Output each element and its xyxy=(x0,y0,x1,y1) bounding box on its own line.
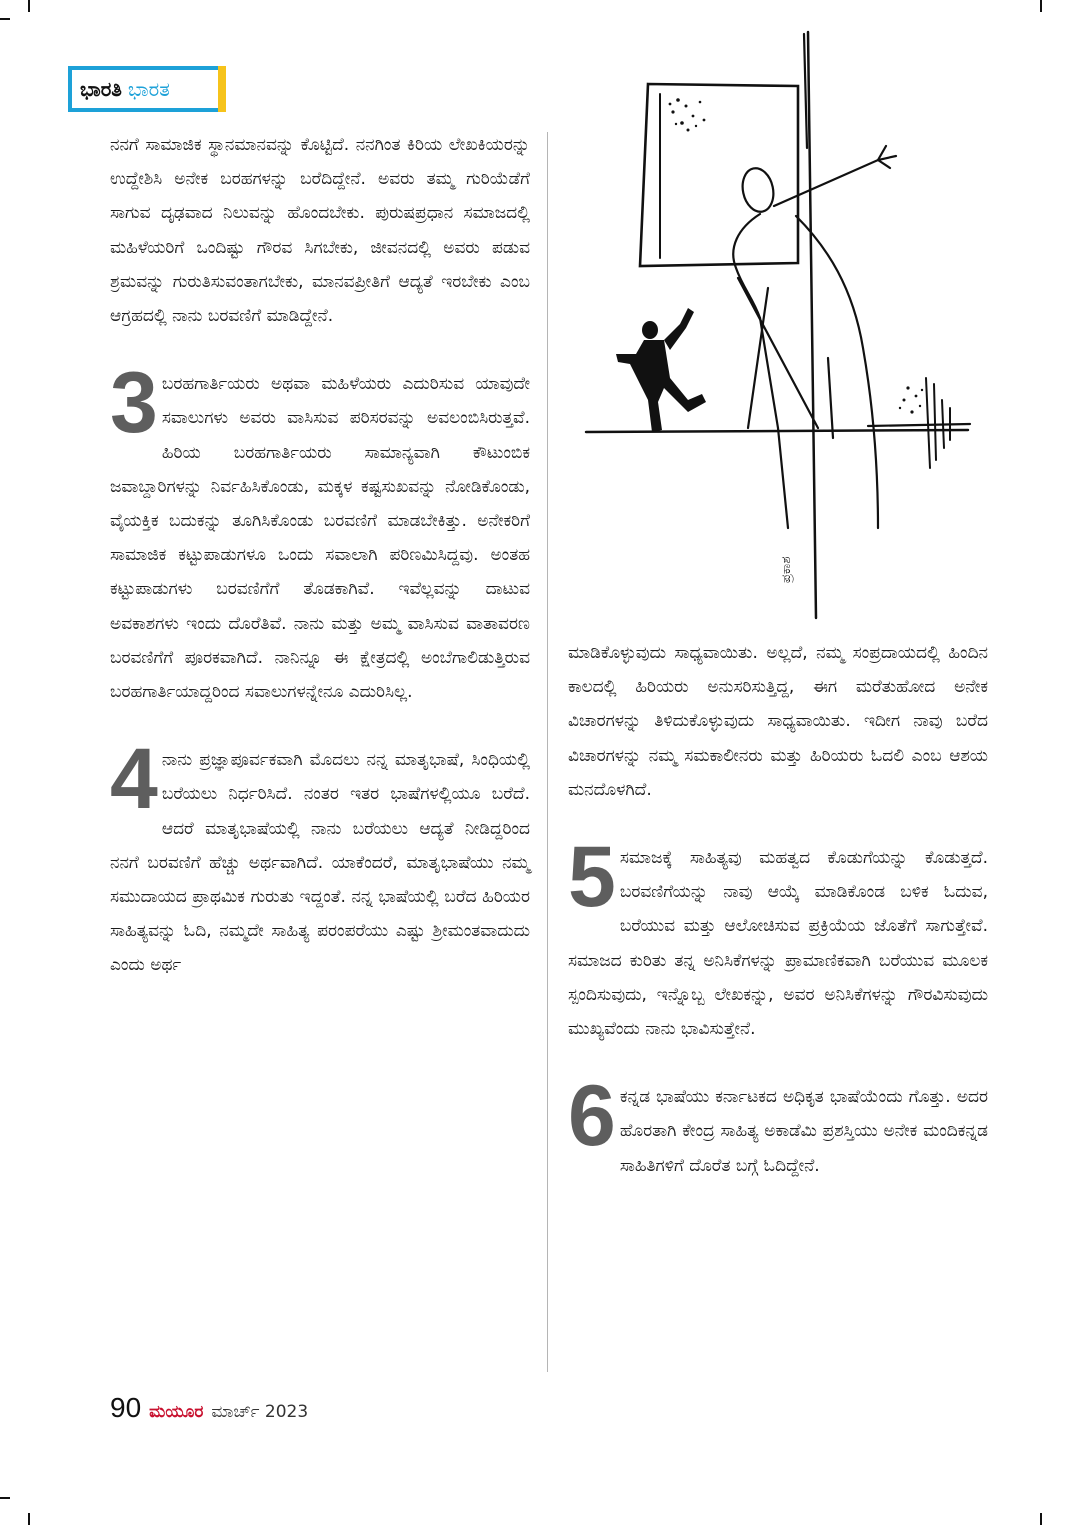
speckle-texture xyxy=(669,98,706,131)
speckle-texture-right xyxy=(899,386,923,413)
continued-paragraph: ಮಾಡಿಕೊಳ್ಳುವುದು ಸಾಧ್ಯವಾಯಿತು. ಅಲ್ಲದೆ, ನಮ್ಮ ಸಂಪ್ರದಾಯದಲ್ಲಿ ಹಿಂದಿನ ಕಾಲದಲ್ಲಿ ಹಿರಿಯರು ಅನುಸರಿಸುತ್ತಿದ್ದ, ಈಗ ಮರೆತುಹೋದ ಅನೇಕ ವಿಚಾರಗಳನ್ನು ತಿಳಿದುಕೊಳ್ಳುವುದು ಸಾಧ್ಯವಾಯಿತು. ಇದೀಗ ನಾವು ಬರೆದ ವಿಚಾರಗಳನ್ನು ನಮ್ಮ ಸಮಕಾಲೀನರು ಮತ್ತು ಹಿರಿಯರು ಓದಲಿ ಎಂಬ ಆಶಯ ಮನದೊಳಗಿದೆ. xyxy=(568,643,988,800)
answer-3-number: 3 xyxy=(110,355,156,452)
vertical-pole-line xyxy=(808,32,816,618)
right-column xyxy=(568,636,988,1183)
answer-3 xyxy=(110,355,530,709)
ground-line-2 xyxy=(868,424,970,426)
window-frame xyxy=(640,84,798,266)
answer-6-number: 6 xyxy=(568,1068,614,1165)
answer-5-number: 5 xyxy=(568,829,614,926)
answer-4-text: ನಾನು ಪ್ರಜ್ಞಾಪೂರ್ವಕವಾಗಿ ಮೊದಲು ನನ್ನ ಮಾತೃಭಾಷೆ, ಸಿಂಧಿಯಲ್ಲಿ ಬರೆಯಲು ನಿರ್ಧರಿಸಿದೆ. ನಂತರ ಇತರ ಭಾಷೆಗಳಲ್ಲಿಯೂ ಬರೆದೆ. ಆದರೆ ಮಾತೃಭಾಷೆಯಲ್ಲಿ ನಾನು ಬರೆಯಲು ಆದ್ಯತೆ ನೀಡಿದ್ದರಿಂದ ನನಗೆ ಬರವಣಿಗೆ ಹೆಚ್ಚು ಅರ್ಥವಾಗಿದೆ. ಯಾಕೆಂದರೆ, ಮಾತೃಭಾಷೆಯು ನಮ್ಮ ಸಮುದಾಯದ ಪ್ರಾಥಮಿಕ ಗುರುತು ಇದ್ದಂತೆ. ನನ್ನ ಭಾಷೆಯಲ್ಲಿ ಬರೆದ ಹಿರಿಯರ ಸಾಹಿತ್ಯವನ್ನು ಓದಿ, ನಮ್ಮದೇ ಸಾಹಿತ್ಯ ಪರಂಪರೆಯು ಎಷ್ಟು ಶ್ರೀಮಂತವಾದುದು ಎಂದು ಅರ್ಥ xyxy=(110,750,530,976)
answer-4-number: 4 xyxy=(110,731,156,828)
crop-mark xyxy=(0,1497,10,1499)
paragraph-gap xyxy=(568,807,988,841)
section-header xyxy=(68,66,226,112)
column-divider xyxy=(547,132,548,1372)
page-footer xyxy=(110,1392,308,1432)
paragraph-gap xyxy=(110,333,530,367)
line-drawing-illustration xyxy=(578,28,978,630)
artist-signature: ಪ್ರಕಾಶ xyxy=(779,556,794,583)
magazine-name: ಮಯೂರ xyxy=(149,1402,204,1422)
page-number: 90 xyxy=(110,1392,142,1423)
left-column xyxy=(110,128,530,983)
answer-5-text: ಸಮಾಜಕ್ಕೆ ಸಾಹಿತ್ಯವು ಮಹತ್ವದ ಕೊಡುಗೆಯನ್ನು ಕೊಡುತ್ತದೆ. ಬರವಣಿಗೆಯನ್ನು ನಾವು ಆಯ್ಕೆ ಮಾಡಿಕೊಂಡ ಬಳಿಕ ಓದುವ, ಬರೆಯುವ ಮತ್ತು ಆಲೋಚಿಸುವ ಪ್ರಕ್ರಿಯೆಯ ಜೊತೆಗೆ ಸಾಗುತ್ತೇವೆ. ಸಮಾಜದ ಕುರಿತು ತನ್ನ ಅನಿಸಿಕೆಗಳನ್ನು ಪ್ರಾಮಾಣಿಕವಾಗಿ ಬರೆಯುವ ಮೂಲಕ ಸ್ಪಂದಿಸುವುದು, ಇನ್ನೊಬ್ಬ ಲೇಖಕನ್ನು, ಅವರ ಅನಿಸಿಕೆಗಳನ್ನು ಗೌರವಿಸುವುದು ಮುಖ್ಯವೆಂದು ನಾನು ಭಾವಿಸುತ್ತೇನೆ. xyxy=(568,848,988,1040)
crop-mark xyxy=(0,18,10,20)
intro-paragraph: ನನಗೆ ಸಾಮಾಜಿಕ ಸ್ಥಾನಮಾನವನ್ನು ಕೊಟ್ಟಿದೆ. ನನಗಿಂತ ಕಿರಿಯ ಲೇಖಕಿಯರನ್ನು ಉದ್ದೇಶಿಸಿ ಅನೇಕ ಬರಹಗಳನ್ನು ಬರೆದಿದ್ದೇನೆ. ಅವರು ತಮ್ಮ ಗುರಿಯೆಡೆಗೆ ಸಾಗುವ ದೃಢವಾದ ನಿಲುವನ್ನು ಹೊಂದಬೇಕು. ಪುರುಷಪ್ರಧಾನ ಸಮಾಜದಲ್ಲಿ ಮಹಿಳೆಯರಿಗೆ ಒಂದಿಷ್ಟು ಗೌರವ ಸಿಗಬೇಕು, ಜೀವನದಲ್ಲಿ ಅವರು ಪಡುವ ಶ್ರಮವನ್ನು ಗುರುತಿಸುವಂತಾಗಬೇಕು, ಮಾನವಪ್ರೀತಿಗೆ ಆದ್ಯತೆ ಇರಬೇಕು ಎಂಬ ಆಗ್ರಹದಲ್ಲಿ ನಾನು ಬರವಣಿಗೆ ಮಾಡಿದ್ದೇನೆ. xyxy=(110,135,530,327)
crop-mark xyxy=(1040,1513,1042,1525)
crop-mark xyxy=(28,1513,30,1525)
crop-mark xyxy=(1040,0,1042,12)
paragraph-gap xyxy=(568,1046,988,1080)
ground-line xyxy=(586,430,968,432)
answer-4 xyxy=(110,731,530,982)
answer-6 xyxy=(568,1068,988,1183)
crop-mark xyxy=(28,0,30,12)
vertical-pole-line-2 xyxy=(804,34,807,148)
section-header-primary: ಭಾರತಿ xyxy=(80,77,122,101)
section-header-secondary: ಭಾರತ xyxy=(127,77,170,101)
running-figure-silhouette xyxy=(616,308,706,432)
answer-5 xyxy=(568,829,988,1046)
paragraph-gap xyxy=(110,709,530,743)
issue-date: ಮಾರ್ಚ್ 2023 xyxy=(211,1402,309,1422)
answer-3-text: ಬರಹಗಾರ್ತಿಯರು ಅಥವಾ ಮಹಿಳೆಯರು ಎದುರಿಸುವ ಯಾವುದೇ ಸವಾಲುಗಳು ಅವರು ವಾಸಿಸುವ ಪರಿಸರವನ್ನು ಅವಲಂಬಿಸಿರುತ್ತವೆ. ಹಿರಿಯ ಬರಹಗಾರ್ತಿಯರು ಸಾಮಾನ್ಯವಾಗಿ ಕೌಟುಂಬಿಕ ಜವಾಬ್ದಾರಿಗಳನ್ನು ನಿರ್ವಹಿಸಿಕೊಂಡು, ಮಕ್ಕಳ ಕಷ್ಟಸುಖವನ್ನು ನೋಡಿಕೊಂಡು, ವೈಯಕ್ತಿಕ ಬದುಕನ್ನು ತೂಗಿಸಿಕೊಂಡು ಬರವಣಿಗೆ ಮಾಡಬೇಕಿತ್ತು. ಅನೇಕರಿಗೆ ಸಾಮಾಜಿಕ ಕಟ್ಟುಪಾಡುಗಳೂ ಒಂದು ಸವಾಲಾಗಿ ಪರಿಣಮಿಸಿದ್ದವು. ಅಂತಹ ಕಟ್ಟುಪಾಡುಗಳು ಬರವಣಿಗೆಗೆ ತೊಡಕಾಗಿವೆ. ಇವೆಲ್ಲವನ್ನು ದಾಟುವ ಅವಕಾಶಗಳು ಇಂದು ದೊರೆತಿವೆ. ನಾನು ಮತ್ತು ಅಮ್ಮ ವಾಸಿಸುವ ವಾತಾವರಣ ಬರವಣಿಗೆಗೆ ಪೂರಕವಾಗಿದೆ. ನಾನಿನ್ನೂ ಈ ಕ್ಷೇತ್ರದಲ್ಲಿ ಅಂಬೆಗಾಲಿಡುತ್ತಿರುವ ಬರಹಗಾರ್ತಿಯಾದ್ದರಿಂದ ಸವಾಲುಗಳನ್ನೇನೂ ಎದುರಿಸಿಲ್ಲ. xyxy=(110,374,530,703)
hatch-lines xyxy=(926,378,950,468)
answer-6-text: ಕನ್ನಡ ಭಾಷೆಯು ಕರ್ನಾಟಕದ ಅಧಿಕೃತ ಭಾಷೆಯೆಂದು ಗೊತ್ತು. ಅದರ ಹೊರತಾಗಿ ಕೇಂದ್ರ ಸಾಹಿತ್ಯ ಅಕಾಡೆಮಿ ಪ್ರಶಸ್ತಿಯು ಅನೇಕ ಮಂದಿಕನ್ನಡ ಸಾಹಿತಿಗಳಿಗೆ ದೊರೆತ ಬಗ್ಗೆ ಓದಿದ್ದೇನೆ. xyxy=(619,1087,988,1176)
